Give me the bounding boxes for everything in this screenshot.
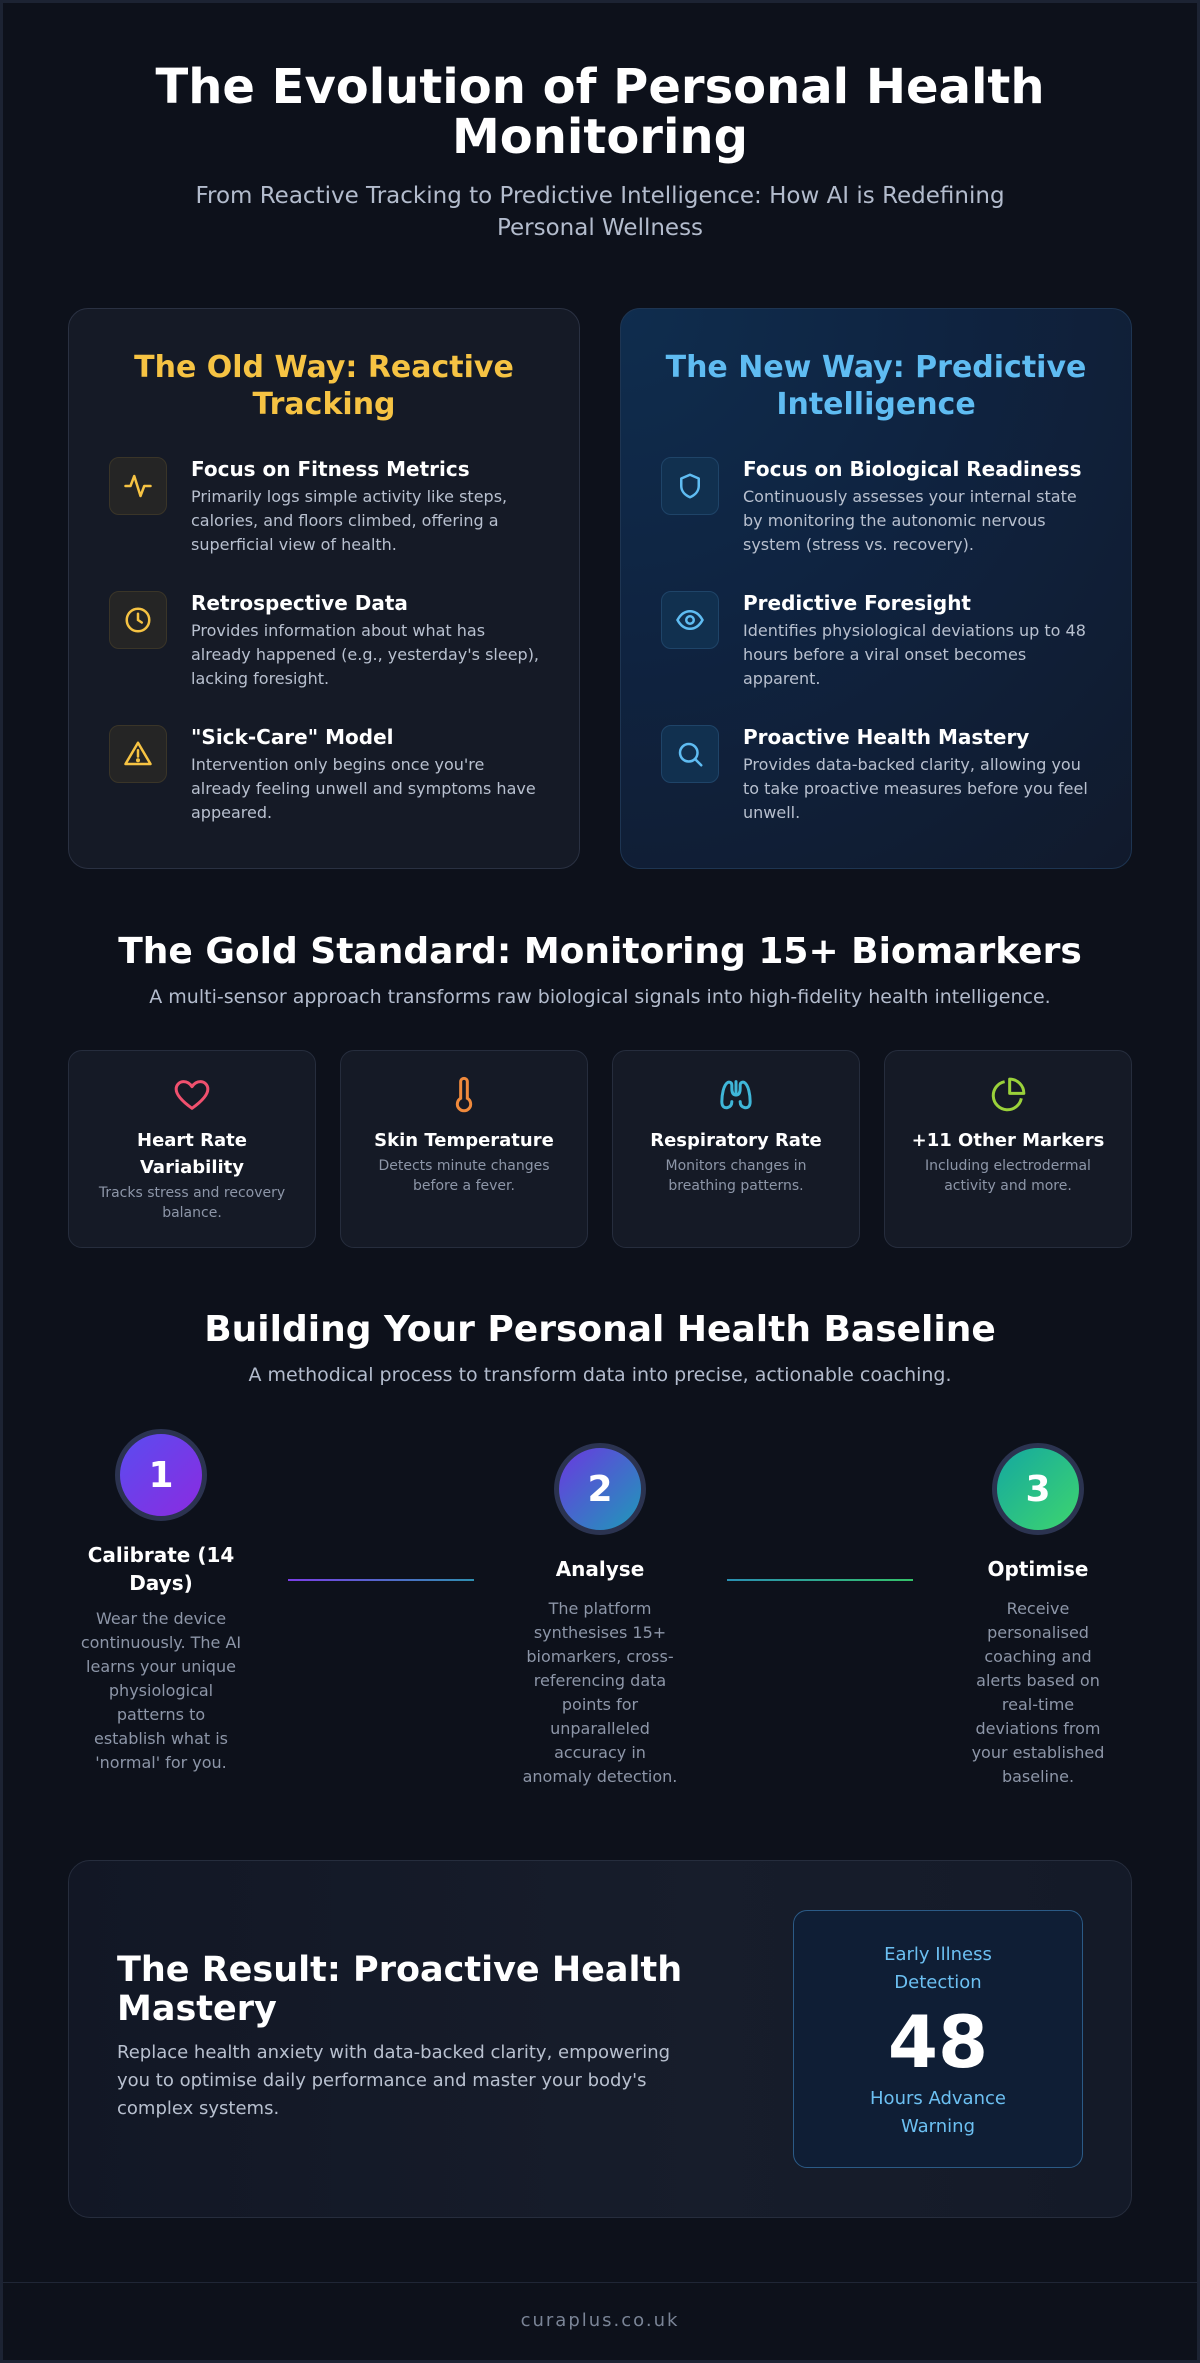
step-connector	[288, 1579, 474, 1581]
stat-label-top: Early Illness Detection	[884, 1944, 992, 1993]
feature-text: Continuously assesses your internal state by monitoring the autonomic nervous system (stress vs. recovery).	[743, 487, 1077, 554]
biomarkers-title: The Gold Standard: Monitoring 15+ Biomarkers	[118, 931, 1082, 972]
feature-title: Proactive Health Mastery	[743, 725, 1030, 749]
biomarker-title: Respiratory Rate	[650, 1130, 822, 1151]
feature-text: Provides data-backed clarity, allowing you to take proactive measures before you feel unwell.	[743, 755, 1088, 822]
old-feature-item	[109, 591, 539, 691]
hero-header	[0, 59, 1200, 244]
biomarker-text: Detects minute changes before a fever.	[378, 1158, 550, 1194]
footer-link[interactable]: curaplus.co.uk	[520, 2310, 680, 2331]
old-way-title: The Old Way: Reactive Tracking	[134, 350, 514, 422]
biomarker-text: Monitors changes in breathing patterns.	[665, 1158, 807, 1194]
result-text: Replace health anxiety with data-backed clarity, empowering you to optimise daily performance and master your body's complex systems.	[117, 2042, 671, 2119]
baseline-heading	[0, 1308, 1200, 1388]
biomarker-title: +11 Other Markers	[911, 1130, 1105, 1151]
step-number-badge: 3	[992, 1443, 1084, 1535]
biomarker-card	[340, 1050, 588, 1248]
biomarker-title: Skin Temperature	[374, 1130, 554, 1151]
step-title: Calibrate (14 Days)	[87, 1543, 235, 1595]
feature-text: Intervention only begins once you're already feeling unwell and symptoms have appeared.	[191, 755, 536, 822]
step-text: Wear the device continuously. The AI learns your unique physiological patterns to establish what is 'normal' for you.	[80, 1609, 242, 1772]
process-step	[505, 1443, 695, 1789]
feature-text: Primarily logs simple activity like steps, calories, and floors climbed, offering a superficial view of health.	[191, 487, 508, 554]
page-subtitle: From Reactive Tracking to Predictive Intelligence: How AI is Redefining Personal Wellness	[195, 183, 1005, 241]
feature-title: "Sick-Care" Model	[191, 725, 394, 749]
pie-chart-icon	[885, 1075, 1131, 1115]
old-feature-item	[109, 725, 539, 825]
step-number-badge: 1	[115, 1429, 207, 1521]
biomarker-card	[68, 1050, 316, 1248]
new-way-title: The New Way: Predictive Intelligence	[665, 350, 1087, 422]
stat-value: 48	[887, 2000, 989, 2084]
new-feature-item	[661, 457, 1091, 557]
feature-text: Identifies physiological deviations up to 48 hours before a viral onset becomes apparent.	[743, 621, 1086, 688]
feature-title: Focus on Biological Readiness	[743, 457, 1082, 481]
shield-icon	[661, 457, 719, 515]
process-step	[943, 1443, 1133, 1789]
old-way-card	[68, 308, 580, 869]
step-title: Optimise	[987, 1557, 1089, 1581]
step-text: Receive personalised coaching and alerts based on real-time deviations from your established baseline.	[971, 1599, 1105, 1786]
eye-icon	[661, 591, 719, 649]
step-title: Analyse	[555, 1557, 645, 1581]
new-way-card	[620, 308, 1132, 869]
old-feature-item	[109, 457, 539, 557]
biomarker-card	[612, 1050, 860, 1248]
feature-title: Retrospective Data	[191, 591, 408, 615]
step-number-badge: 2	[554, 1443, 646, 1535]
biomarkers-subtitle: A multi-sensor approach transforms raw biological signals into high-fidelity health intelligence.	[149, 986, 1051, 1008]
feature-title: Focus on Fitness Metrics	[191, 457, 470, 481]
feature-text: Provides information about what has already happened (e.g., yesterday's sleep), lacking foresight.	[191, 621, 540, 688]
result-title: The Result: Proactive Health Mastery	[117, 1950, 683, 2029]
warning-triangle-icon	[109, 725, 167, 783]
biomarker-text: Tracks stress and recovery balance.	[98, 1185, 286, 1221]
process-step	[66, 1429, 256, 1775]
result-panel	[68, 1860, 1132, 2218]
lungs-icon	[613, 1075, 859, 1115]
biomarkers-heading	[0, 930, 1200, 1010]
thermometer-icon	[341, 1075, 587, 1115]
clock-icon	[109, 591, 167, 649]
biomarker-title: Heart Rate Variability	[137, 1130, 247, 1178]
search-icon	[661, 725, 719, 783]
activity-pulse-icon	[109, 457, 167, 515]
baseline-title: Building Your Personal Health Baseline	[204, 1309, 996, 1350]
feature-title: Predictive Foresight	[743, 591, 971, 615]
step-text: The platform synthesises 15+ biomarkers, cross-referencing data points for unparalleled accuracy in anomaly detection.	[522, 1599, 678, 1786]
new-feature-item	[661, 725, 1091, 825]
heart-icon	[69, 1075, 315, 1115]
biomarker-card	[884, 1050, 1132, 1248]
biomarker-text: Including electrodermal activity and more.	[925, 1158, 1091, 1194]
page-title: The Evolution of Personal Health Monitoring	[155, 59, 1045, 165]
step-connector	[727, 1579, 913, 1581]
baseline-subtitle: A methodical process to transform data into precise, actionable coaching.	[248, 1364, 952, 1386]
new-feature-item	[661, 591, 1091, 691]
footer	[3, 2282, 1197, 2360]
stat-label-bottom: Hours Advance Warning	[870, 2088, 1006, 2137]
stat-card	[793, 1910, 1083, 2168]
